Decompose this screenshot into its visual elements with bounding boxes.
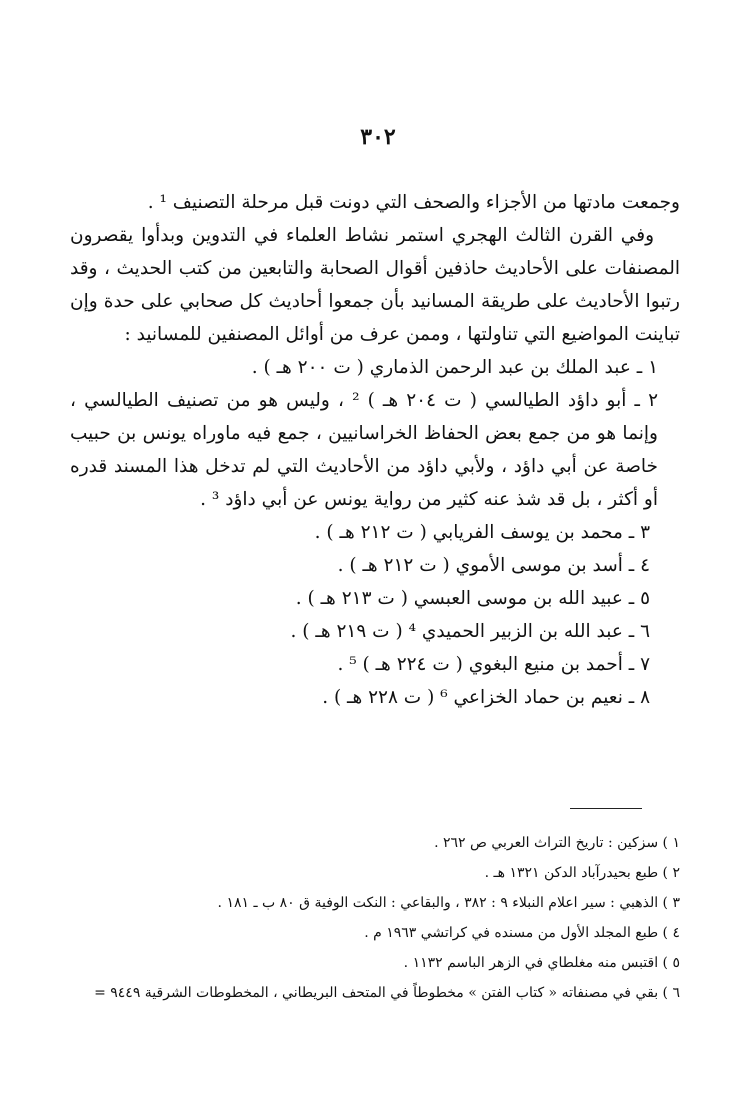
paragraph-1: وجمعت مادتها من الأجزاء والصحف التي دونت قبل مرحلة التصنيف ¹ . [147, 192, 680, 213]
list-item: ٧ ـ أحمد بن منيع البغوي ( ت ٢٢٤ هـ ) ⁵ . [337, 654, 650, 675]
list-item: ٢ ـ أبو داؤد الطيالسي ( ت ٢٠٤ هـ ) ² ، وليس هو من تصنيف الطيالسي ، وإنما هو من جمع بعض الحفاظ الخراسانيين ، جمع فيه ماوراه يونس بن حبيب خاصة عن أبي داؤد ، ولأبي داؤد من الأحاديث التي لم تدخل هذا المسند قدره أو أكثر ، بل قد شذ عنه كثير من رواية يونس عن أبي داؤد ³ . [70, 390, 658, 510]
page-number: ٣٠٢ [360, 124, 396, 150]
body-text [70, 186, 680, 714]
footnote: ٢ ) طبع بحيدرآباد الدكن ١٣٢١ هـ . [484, 865, 680, 881]
paragraph-2: وفي القرن الثالث الهجري استمر نشاط العلماء في التدوين وبدأوا يقصرون المصنفات على الأحاديث حاذفين أقوال الصحابة والتابعين من كتب الحديث ، وقد رتبوا الأحاديث على طريقة المسانيد بأن جمعوا أحاديث كل صحابي على حدة وإن تباينت المواضيع التي تناولتها ، وممن عرف من أوائل المصنفين للمسانيد : [70, 225, 680, 345]
list-item: ٤ ـ أسد بن موسى الأموي ( ت ٢١٢ هـ ) . [337, 555, 650, 576]
footnote: ١ ) سزكين : تاريخ التراث العربي ص ٢٦٢ . [434, 835, 680, 851]
list-item: ٥ ـ عبيد الله بن موسى العبسي ( ت ٢١٣ هـ ) . [295, 588, 650, 609]
list-item: ٨ ـ نعيم بن حماد الخزاعي ⁶ ( ت ٢٢٨ هـ ) . [322, 687, 650, 708]
footnote-divider [570, 808, 642, 809]
musnad-list-secondary [70, 516, 680, 714]
list-item: ٣ ـ محمد بن يوسف الفريابي ( ت ٢١٢ هـ ) . [314, 522, 650, 543]
footnote: ٥ ) اقتبس منه مغلطاي في الزهر الباسم ١١٣٢ . [403, 955, 680, 971]
list-item: ٦ ـ عبد الله بن الزبير الحميدي ⁴ ( ت ٢١٩ هـ ) . [290, 621, 650, 642]
list-item: ١ ـ عبد الملك بن عبد الرحمن الذماري ( ت ٢٠٠ هـ ) . [251, 357, 658, 378]
musnad-list-primary [70, 351, 680, 516]
footnote: ٣ ) الذهبي : سير اعلام النبلاء ٩ : ٣٨٢ ، والبقاعي : النكت الوفية ق ٨٠ ب ـ ١٨١ . [217, 895, 680, 911]
footnote: ٤ ) طبع المجلد الأول من مسنده في كراتشي ١٩٦٣ م . [364, 925, 680, 941]
footnotes [70, 828, 680, 1008]
footnote: ٦ ) بقي في مصنفاته « كتاب الفتن » مخطوطاً في المتحف البريطاني ، المخطوطات الشرقية ٩٤٤٩ = [94, 985, 680, 1001]
